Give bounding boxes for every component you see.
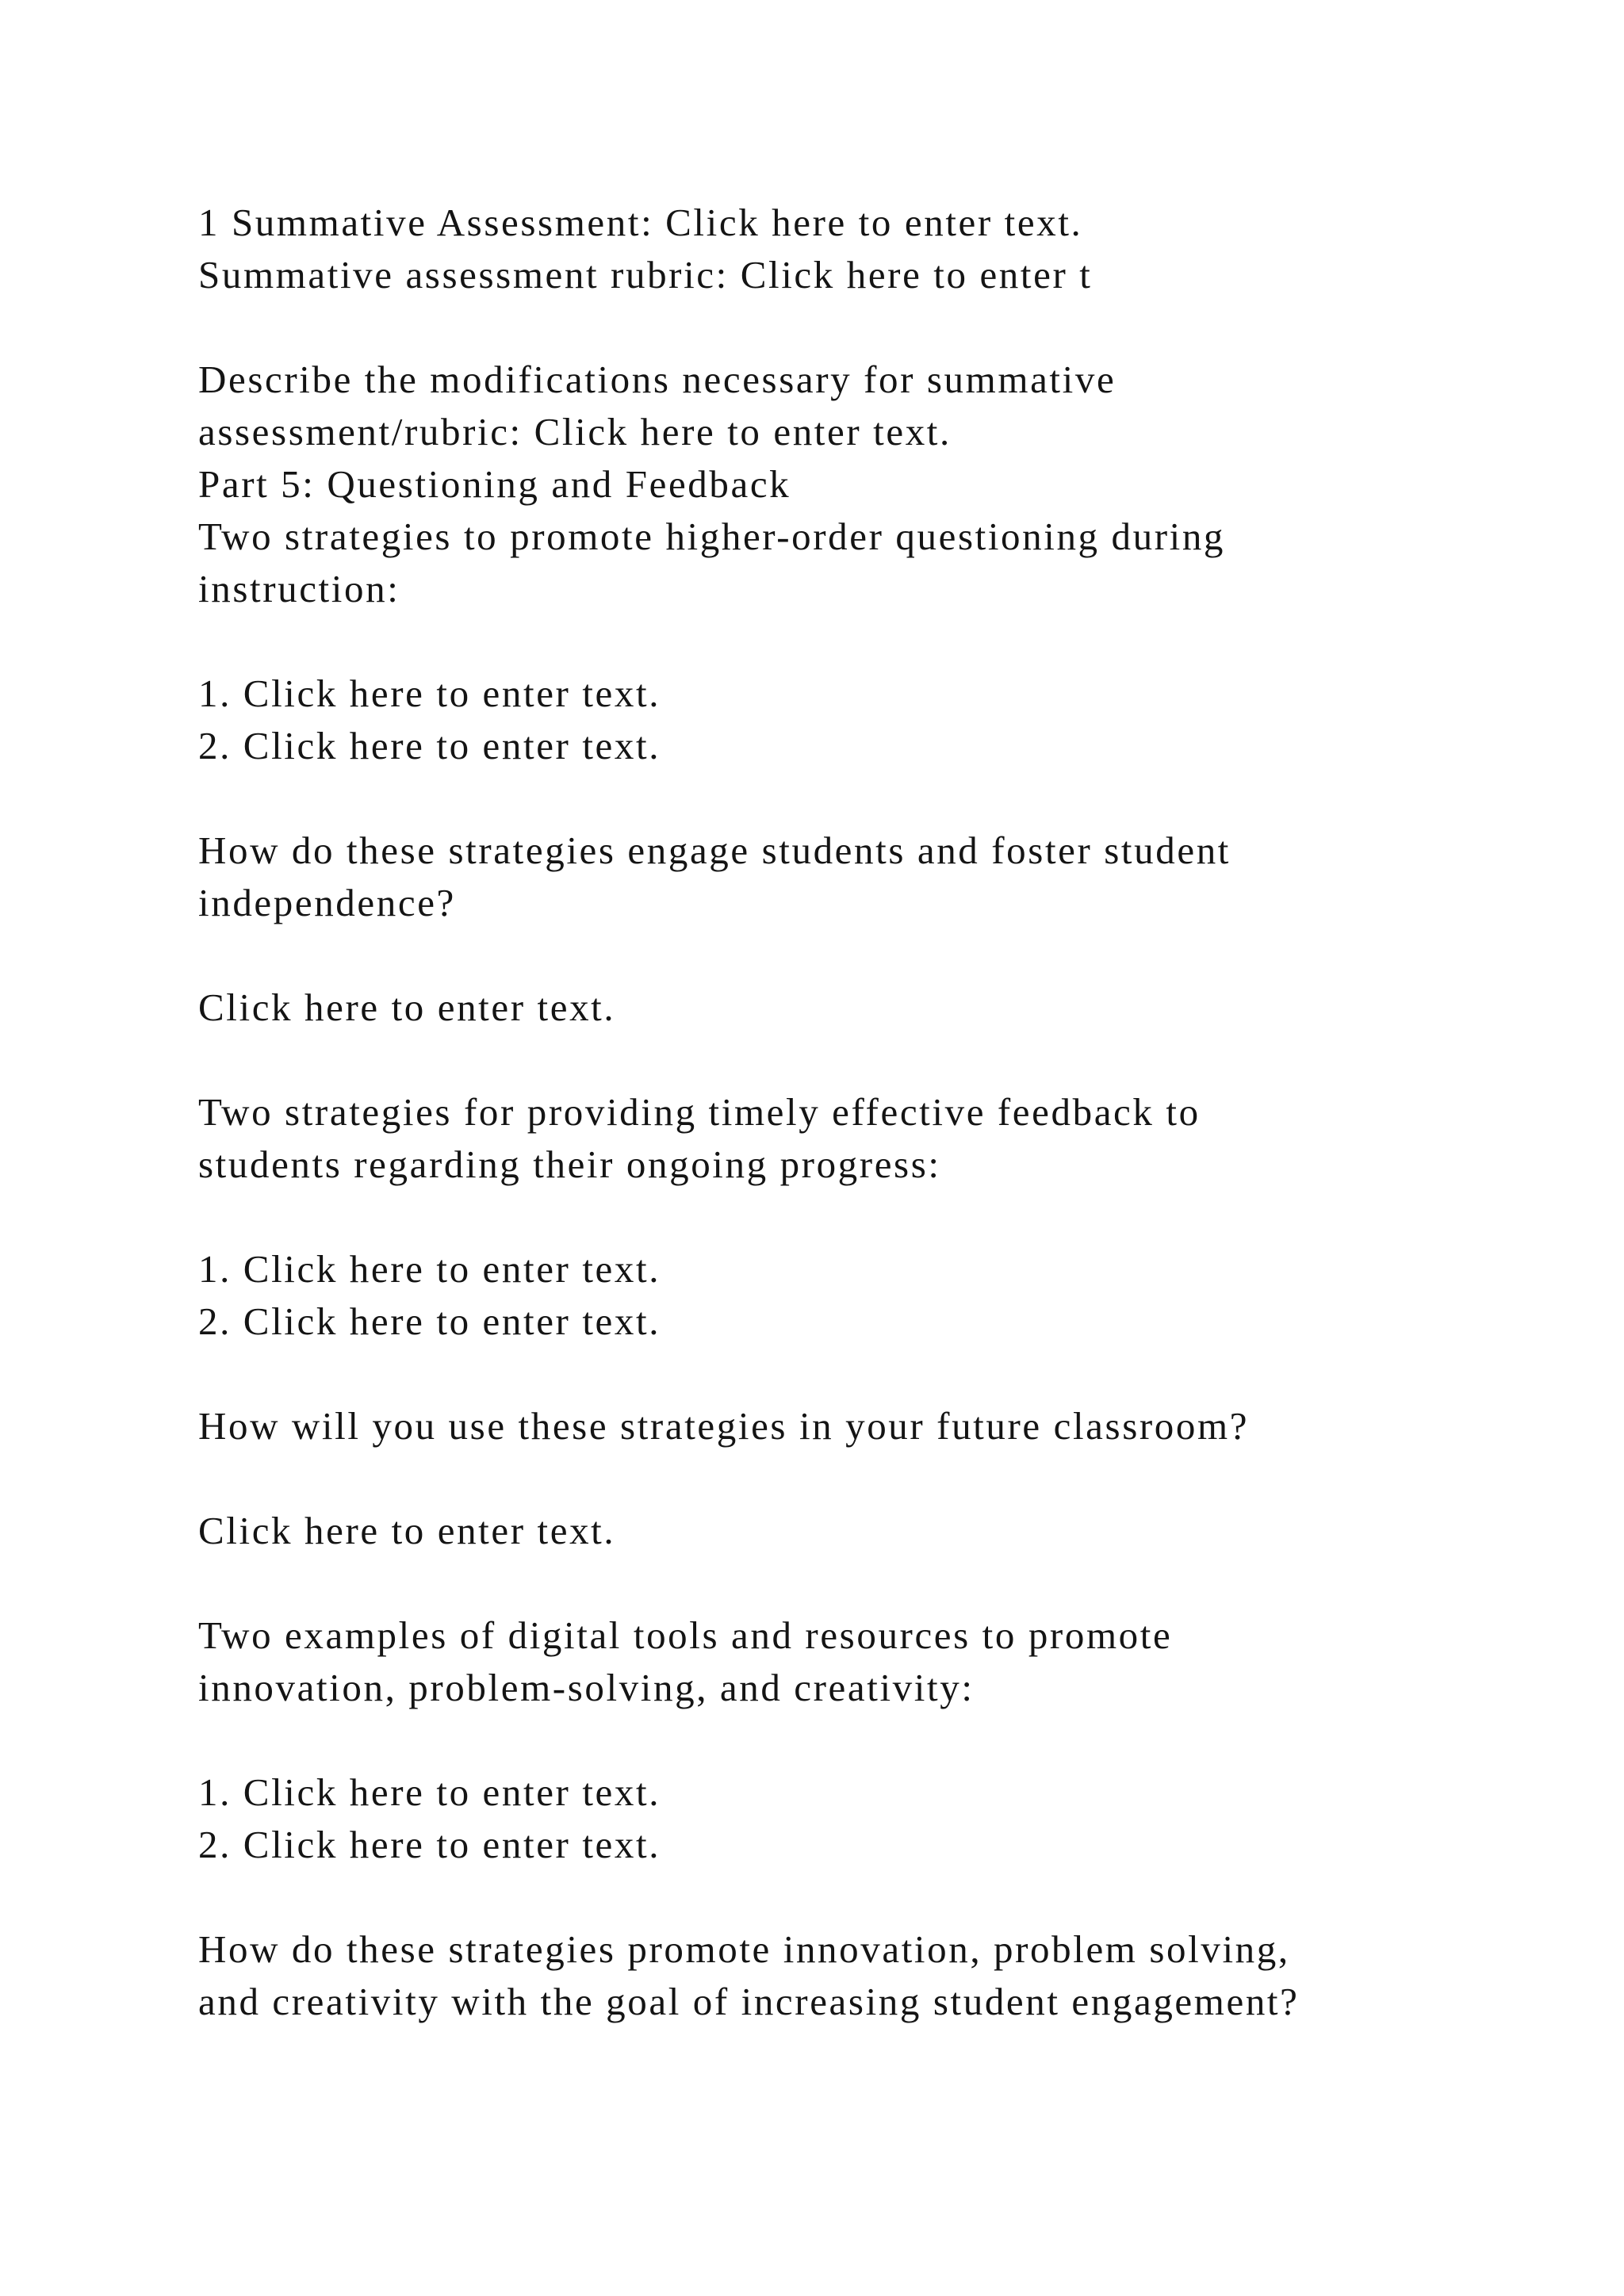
blank-line xyxy=(198,929,1546,982)
future-classroom-question: How will you use these strategies in your future classroom? xyxy=(198,1404,1250,1448)
innovation-question-line-2: and creativity with the goal of increasing student engagement? xyxy=(198,1980,1300,2023)
document-text xyxy=(198,197,1546,2028)
questioning-strategies-prompt-line-1: Two strategies to promote higher-order questioning during xyxy=(198,515,1226,558)
feedback-strategy-1-field[interactable]: 1. Click here to enter text. xyxy=(198,1247,661,1291)
engagement-answer-field[interactable]: Click here to enter text. xyxy=(198,985,616,1029)
blank-line xyxy=(198,301,1546,354)
blank-line xyxy=(198,1348,1546,1400)
digital-tool-1-field[interactable]: 1. Click here to enter text. xyxy=(198,1770,661,1814)
feedback-strategies-prompt-line-2: students regarding their ongoing progress: xyxy=(198,1142,941,1186)
innovation-question-line-1: How do these strategies promote innovation, problem solving, xyxy=(198,1927,1290,1971)
blank-line xyxy=(198,772,1546,825)
engagement-question-line-2: independence? xyxy=(198,881,456,924)
blank-line xyxy=(198,1034,1546,1086)
summative-assessment-line[interactable]: 1 Summative Assessment: Click here to enter text. xyxy=(198,201,1083,244)
blank-line xyxy=(198,1871,1546,1923)
digital-tools-prompt-line-2: innovation, problem-solving, and creativity: xyxy=(198,1666,975,1709)
future-classroom-answer-field[interactable]: Click here to enter text. xyxy=(198,1509,616,1552)
digital-tool-2-field[interactable]: 2. Click here to enter text. xyxy=(198,1823,661,1866)
part-5-heading: Part 5: Questioning and Feedback xyxy=(198,462,791,506)
engagement-question-line-1: How do these strategies engage students and foster student xyxy=(198,828,1231,872)
questioning-strategies-prompt-line-2: instruction: xyxy=(198,567,400,610)
blank-line xyxy=(198,1557,1546,1609)
questioning-strategy-2-field[interactable]: 2. Click here to enter text. xyxy=(198,724,661,767)
modifications-prompt-line-2[interactable]: assessment/rubric: Click here to enter text. xyxy=(198,410,952,453)
digital-tools-prompt-line-1: Two examples of digital tools and resources to promote xyxy=(198,1613,1173,1657)
blank-line xyxy=(198,1714,1546,1766)
summative-rubric-line[interactable]: Summative assessment rubric: Click here to enter t xyxy=(198,253,1093,297)
feedback-strategy-2-field[interactable]: 2. Click here to enter text. xyxy=(198,1299,661,1343)
blank-line xyxy=(198,615,1546,668)
modifications-prompt-line-1: Describe the modifications necessary for summative xyxy=(198,358,1116,401)
questioning-strategy-1-field[interactable]: 1. Click here to enter text. xyxy=(198,672,661,715)
blank-line xyxy=(198,1452,1546,1505)
feedback-strategies-prompt-line-1: Two strategies for providing timely effective feedback to xyxy=(198,1090,1201,1134)
blank-line xyxy=(198,1191,1546,1243)
